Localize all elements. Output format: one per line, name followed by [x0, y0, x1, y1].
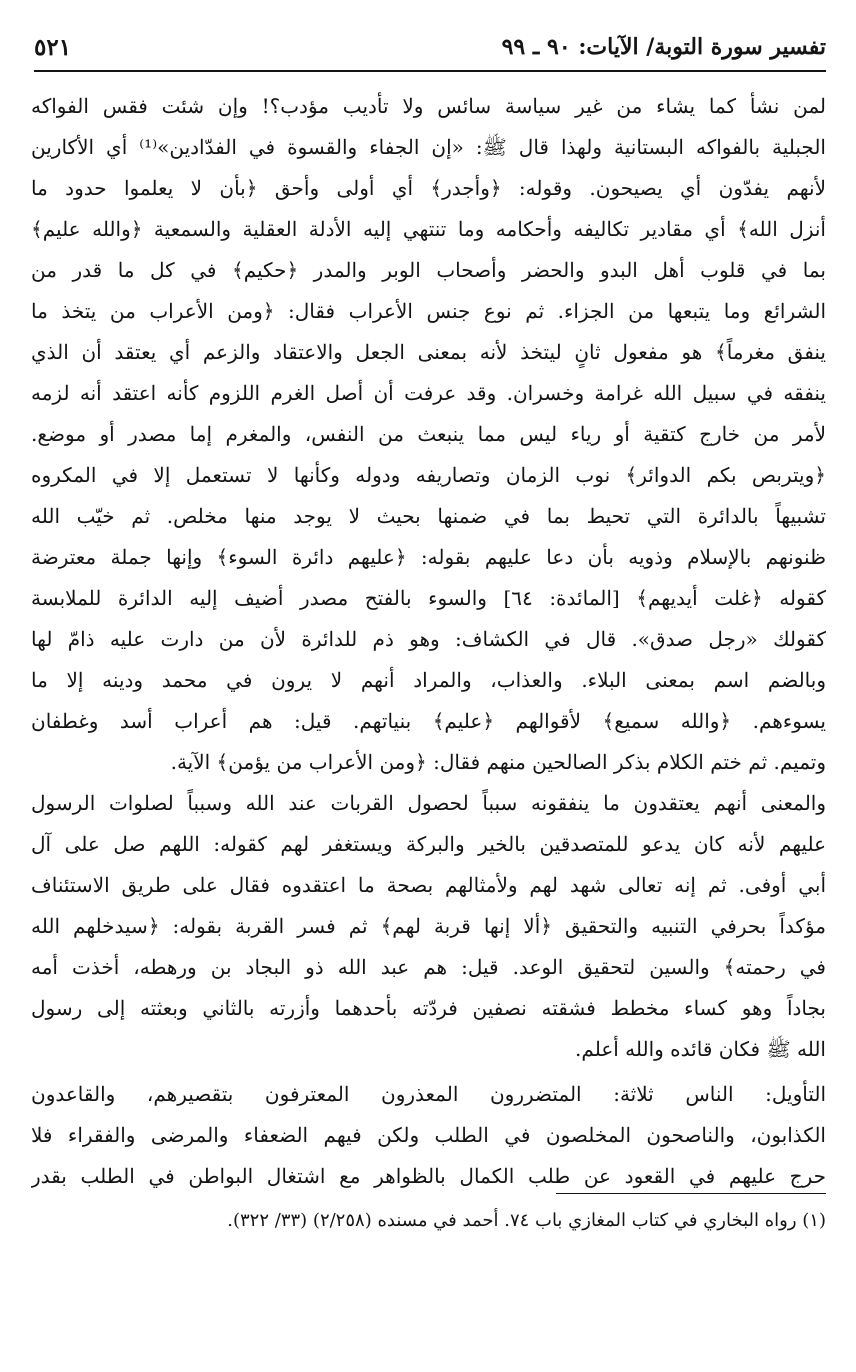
text-line: لمن نشأ كما يشاء من غير سياسة سائس ولا تأديب مؤدب؟! وإن شئت فقس الفواكه: [31, 94, 826, 118]
text-line: يسوءهم. ﴿والله سميع﴾ لأقوالهم ﴿عليم﴾ بنياتهم. قيل: هم أعراب أسد وغطفان: [31, 709, 826, 733]
text-line: مؤكداً بحرفي التنبيه والتحقيق ﴿ألا إنها قربة لهم﴾ ثم فسر القربة بقوله: ﴿سيدخلهم الله: [31, 914, 826, 938]
text-line: أنزل الله﴾ أي مقادير تكاليفه وأحكامه وما تنتهي إليه الأدلة العقلية والسمعية ﴿والله عليم﴾: [31, 217, 826, 241]
running-title: تفسير سورة التوبة/ الآيات: ٩٠ ـ ٩٩: [501, 34, 826, 60]
header-rule: [34, 70, 826, 72]
text-line: الله ﷺ فكان قائده والله أعلم.: [575, 1037, 826, 1061]
text-line: ينفقه في سبيل الله غرامة وخسران. وقد عرفت أن أصل الغرم اللزوم كأنه اعتقد أنه لزمه: [31, 381, 826, 405]
text-line: ظنونهم بالإسلام وذويه بأن دعا عليهم بقوله: ﴿عليهم دائرة السوء﴾ وإنها جملة معترضة: [31, 545, 826, 569]
text-line: لأمر من خارج كتقية أو رياء ليس مما ينبعث من النفس، والمغرم إما مصدر أو موضع.: [31, 422, 826, 446]
text-line: وتميم. ثم ختم الكلام بذكر الصالحين منهم فقال: ﴿ومن الأعراب من يؤمن﴾ الآية.: [170, 750, 826, 774]
text-line: الشرائع وما يتبعها من الجزاء. ثم نوع جنس الأعراب فقال: ﴿ومن الأعراب من يتخذ ما: [31, 299, 826, 323]
text-line: حرج عليهم في القعود عن طلب الكمال بالظواهر مع اشتغال البواطن في الطلب بقدر: [31, 1164, 826, 1188]
text-line: كقوله ﴿غلت أيديهم﴾ [المائدة: ٦٤] والسوء بالفتح مصدر أضيف إليه الدائرة للملابسة: [31, 586, 826, 610]
text-line: بجاداً وهو كساء مخطط فشقته نصفين فردّته بأحدهما وأزرته بالثاني وبعثته إلى رسول: [31, 996, 826, 1020]
text-line: الكذابون، والناصحون المخلصون في الطلب ولكن فيهم الضعفاء والمرضى والفقراء فلا: [31, 1123, 826, 1147]
text-line: كقولك «رجل صدق». قال في الكشاف: وهو ذم للدائرة لأن من دارت عليه ذامّ لها: [31, 627, 826, 651]
text-line: عليهم لأنه كان يدعو للمتصدقين بالخير والبركة ويستغفر لهم كقوله: اللهم صل على آل: [31, 832, 826, 856]
text-line: في رحمته﴾ والسين لتحقيق الوعد. قيل: هم عبد الله ذو البجاد بن ورهطه، أخذت أمه: [31, 955, 826, 979]
text-line: الجبلية بالفواكه البستانية ولهذا قال ﷺ: «إن الجفاء والقسوة في الفدّادين»⁽¹⁾ أي الأكارين: [31, 135, 826, 159]
text-line: أبي أوفى. ثم إنه تعالى شهد لهم ولأمثالهم بصحة ما اعتقدوه فقال على طريق الاستئناف: [31, 873, 826, 897]
text-line: تشبيهاً بالدائرة التي تحيط بما في ضمنها بحيث لا يوجد منها مخلص. ثم خيّب الله: [31, 504, 826, 528]
footnote: (١) رواه البخاري في كتاب المغازي باب ٧٤. أحمد في مسنده (٢/٢٥٨) (٣٣/ ٣٢٢).: [227, 1210, 826, 1231]
running-header: [34, 34, 826, 74]
text-line: لأنهم يفدّون أي يصيحون. وقوله: ﴿وأجدر﴾ أي أولى وأحق ﴿بأن لا يعلموا حدود ما: [31, 176, 826, 200]
text-line: والمعنى أنهم يعتقدون ما ينفقونه سبباً لحصول القربات عند الله وسبباً لصلوات الرسول: [31, 791, 826, 815]
body-text: [31, 86, 826, 1197]
footnote-rule: [556, 1193, 826, 1194]
text-line: وبالضم اسم بمعنى البلاء. والعذاب، والمراد أنهم لا يرون في محمد ودينه إلا ما: [31, 668, 826, 692]
text-line: ينفق مغرماً﴾ هو مفعول ثانٍ ليتخذ لأنه بمعنى الجعل والاعتقاد والزعم أي يعتقد أن الذي: [31, 340, 826, 364]
text-line: ﴿ويتربص بكم الدوائر﴾ نوب الزمان وتصاريفه ودوله وكأنها لا تستعمل إلا في المكروه: [31, 463, 826, 487]
page-number: ٥٢١: [34, 34, 72, 61]
text-line: بما في قلوب أهل البدو والحضر وأصحاب الوبر والمدر ﴿حكيم﴾ في كل ما قدر من: [31, 258, 826, 282]
text-line: التأويل: الناس ثلاثة: المتضررون المعذرون المعترفون بتقصيرهم، والقاعدون: [31, 1082, 826, 1106]
